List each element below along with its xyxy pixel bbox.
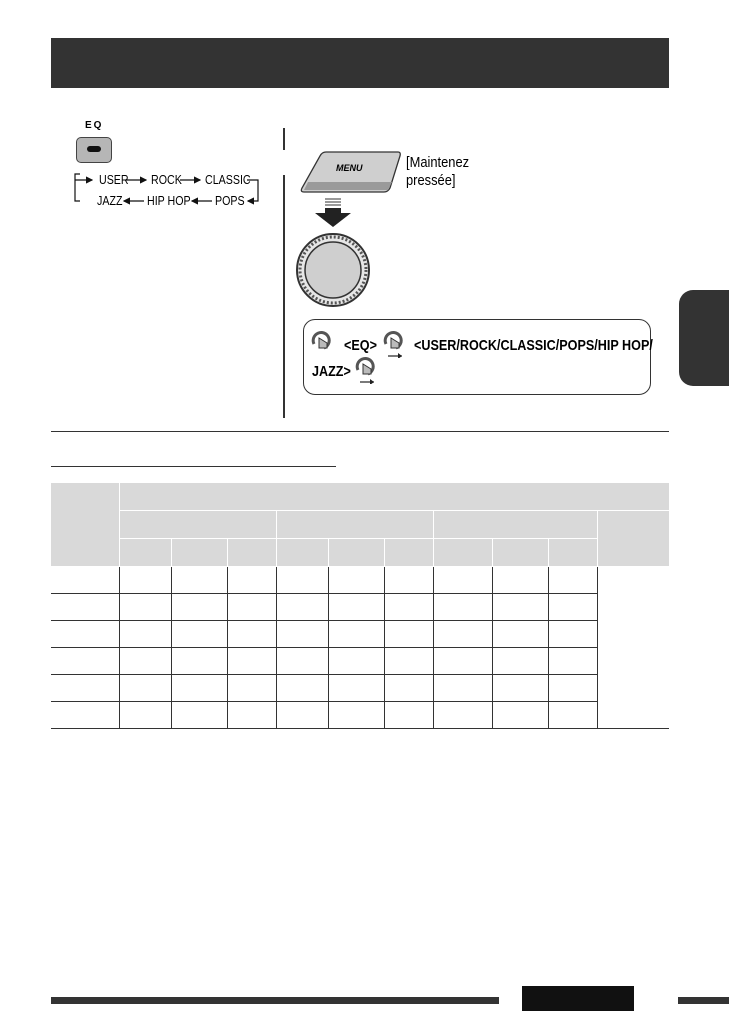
table-cell — [276, 648, 328, 675]
press-dial-icon-2 — [354, 356, 380, 384]
table-row — [51, 675, 669, 702]
cycle-item-jazz: JAZZ — [97, 193, 123, 208]
table-cell — [384, 567, 433, 594]
eq-button-slot — [87, 146, 101, 152]
table-cell — [493, 675, 549, 702]
table-cell — [328, 621, 384, 648]
table-cell — [276, 567, 328, 594]
table-cell — [51, 702, 119, 729]
table-cell — [434, 594, 493, 621]
table-cell — [549, 594, 598, 621]
table-cell — [493, 621, 549, 648]
path-modes-line2: JAZZ> — [312, 363, 351, 380]
table-cell — [549, 567, 598, 594]
table-cell — [549, 702, 598, 729]
table-subheader-cell — [119, 539, 171, 567]
table-cell — [119, 648, 171, 675]
table-cell — [276, 702, 328, 729]
table-cell — [493, 594, 549, 621]
table-subheader-cell — [384, 539, 433, 567]
hold-instruction-line2: pressée] — [406, 172, 456, 189]
section-rule — [51, 431, 669, 432]
hold-instruction — [406, 154, 469, 190]
menu-path-box — [303, 319, 651, 395]
table-cell — [119, 675, 171, 702]
table-cell — [434, 648, 493, 675]
table-cell — [51, 648, 119, 675]
table-cell — [549, 648, 598, 675]
table-cell — [328, 702, 384, 729]
table-cell — [493, 648, 549, 675]
table-row — [51, 621, 669, 648]
menu-button-icon[interactable] — [298, 150, 402, 199]
table-header-row-1 — [51, 483, 669, 511]
table-cell — [171, 594, 227, 621]
table-cell — [493, 702, 549, 729]
table-header-middle — [276, 511, 433, 539]
table-row — [51, 567, 669, 594]
table-cell — [384, 702, 433, 729]
table-cell — [171, 648, 227, 675]
table-cell — [171, 567, 227, 594]
table-cell — [434, 567, 493, 594]
table-cell — [171, 702, 227, 729]
table-header-row-2 — [51, 511, 669, 539]
table-header-loudness — [598, 511, 669, 567]
press-dial-icon — [382, 330, 408, 358]
table-subheader-cell — [227, 539, 276, 567]
table-cell — [276, 621, 328, 648]
table-cell — [227, 567, 276, 594]
table-cell — [119, 594, 171, 621]
table-cell — [328, 567, 384, 594]
press-arrow-icon — [313, 198, 353, 233]
eq-settings-table — [51, 482, 669, 729]
control-dial-icon[interactable] — [295, 232, 371, 313]
table-cell — [434, 675, 493, 702]
table-row — [51, 648, 669, 675]
table-cell — [51, 621, 119, 648]
table-header-mode — [51, 483, 119, 567]
table-subheader-cell — [276, 539, 328, 567]
table-cell — [493, 567, 549, 594]
table-cell — [227, 648, 276, 675]
table-row — [51, 702, 669, 729]
table-cell — [119, 621, 171, 648]
eq-button-label: EQ — [85, 120, 104, 131]
language-side-tab — [679, 290, 729, 386]
title-bar — [51, 38, 669, 88]
table-cell — [434, 702, 493, 729]
column-divider-gap — [280, 150, 288, 175]
cycle-item-classic: CLASSIC — [205, 172, 251, 187]
turn-dial-icon — [310, 330, 334, 352]
table-cell — [384, 675, 433, 702]
table-cell — [328, 594, 384, 621]
table-cell — [227, 675, 276, 702]
subsection-rule — [51, 466, 336, 467]
table-subheader-cell — [493, 539, 549, 567]
table-subheader-cell — [549, 539, 598, 567]
path-eq: <EQ> — [344, 337, 377, 354]
footer-bar — [51, 997, 499, 1004]
table-cell-loudness — [598, 567, 669, 729]
menu-button-label: MENU — [336, 163, 363, 173]
table-cell — [276, 675, 328, 702]
hold-instruction-line1: [Maintenez — [406, 154, 470, 171]
table-cell — [384, 648, 433, 675]
table-cell — [227, 621, 276, 648]
table-cell — [119, 567, 171, 594]
table-cell — [171, 621, 227, 648]
table-header-treble — [434, 511, 598, 539]
table-cell — [227, 594, 276, 621]
table-cell — [328, 675, 384, 702]
table-header-bass — [119, 511, 276, 539]
table-cell — [227, 702, 276, 729]
table-cell — [384, 594, 433, 621]
table-cell — [171, 675, 227, 702]
cycle-item-rock: ROCK — [151, 172, 182, 187]
page-number-box — [522, 986, 634, 1011]
table-cell — [328, 648, 384, 675]
cycle-item-hiphop: HIP HOP — [147, 193, 191, 208]
footer-bar-right — [678, 997, 729, 1004]
table-subheader-cell — [328, 539, 384, 567]
table-cell — [549, 621, 598, 648]
cycle-item-pops: POPS — [215, 193, 245, 208]
table-cell — [119, 702, 171, 729]
table-cell — [51, 567, 119, 594]
table-row — [51, 594, 669, 621]
table-header-settings — [119, 483, 669, 511]
table-header-row-3 — [51, 539, 669, 567]
path-modes-line1: <USER/ROCK/CLASSIC/POPS/HIP HOP/ — [414, 337, 653, 354]
table-cell — [51, 675, 119, 702]
table-cell — [276, 594, 328, 621]
table-cell — [549, 675, 598, 702]
table-cell — [51, 594, 119, 621]
table-cell — [434, 621, 493, 648]
table-cell — [384, 621, 433, 648]
cycle-item-user: USER — [99, 172, 129, 187]
table-subheader-cell — [171, 539, 227, 567]
table-subheader-cell — [434, 539, 493, 567]
